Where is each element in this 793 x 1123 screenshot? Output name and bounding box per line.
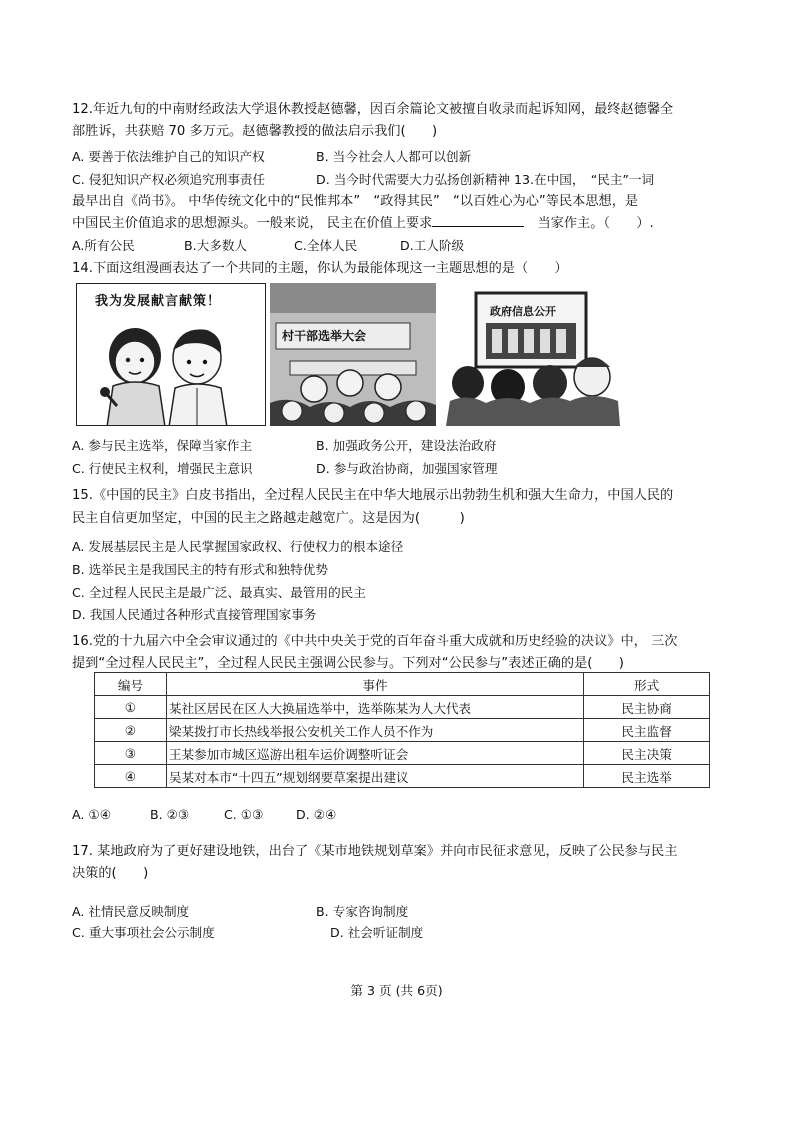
q17-option-c: C. 重大事项社会公示制度: [72, 925, 215, 940]
row-form: 民主选举: [584, 765, 710, 788]
comic3-board-title: 政府信息公开: [490, 305, 556, 318]
q16-option-c: C. ①③: [224, 807, 264, 822]
q17-option-d: D. 社会听证制度: [330, 925, 424, 940]
row-number: ④: [95, 765, 167, 788]
row-event: 吴某对本市“十四五”规划纲要草案提出建议: [166, 765, 583, 788]
row-number: ①: [95, 696, 167, 719]
q13-line2: 最早出自《尚书》。 中华传统文化中的“民惟邦本” “政得其民” “以百姓心为心”等民本思想，是: [72, 194, 639, 209]
q13-line3-pre: 中国民主价值追求的思想源头。一般来说， 民主在价值上要求: [72, 216, 433, 231]
q17-line2: 决策的( ): [72, 866, 149, 881]
row-form: 民主监督: [584, 719, 710, 742]
comic2-drawing: [270, 283, 436, 426]
q16-option-a: A. ①④: [72, 807, 111, 822]
q15-option-a: A. 发展基层民主是人民掌握国家政权、行使权力的根本途径: [72, 539, 404, 554]
q16-line1: 16.党的十九届六中全会审议通过的《中共中央关于党的百年奋斗重大成就和历史经验的决议》中， 三次: [72, 634, 678, 649]
q14-option-a: A. 参与民主选举，保障当家作主: [72, 438, 253, 453]
comic-panel-open-info: [446, 283, 620, 426]
q16-event-table: [94, 672, 710, 788]
q13-option-c: C.全体人民: [294, 238, 358, 253]
comic2-banner: 村干部选举大会: [282, 329, 367, 343]
row-number: ②: [95, 719, 167, 742]
comic1-drawing: [77, 284, 266, 426]
q12-option-c: C. 侵犯知识产权必须追究刑事责任: [72, 172, 266, 187]
q17-option-b: B. 专家咨询制度: [316, 904, 409, 919]
q13-option-d: D.工人阶级: [400, 238, 465, 253]
q15-option-b: B. 选举民主是我国民主的特有形式和独特优势: [72, 562, 328, 577]
q12-line2: 部胜诉，共获赔 70 多万元。赵德馨教授的做法启示我们( ): [72, 124, 438, 139]
q14-option-d: D. 参与政治协商，加强国家管理: [316, 461, 498, 476]
comic-panel-suggestions: [76, 283, 266, 426]
q15-line1: 15.《中国的民主》白皮书指出，全过程人民民主在中华大地展示出勃勃生机和强大生命力，中国人民的: [72, 488, 674, 503]
q13-line3: [72, 214, 654, 233]
table-row: [95, 742, 710, 765]
table-header-row: [95, 673, 710, 696]
q15-option-d: D. 我国人民通过各种形式直接管理国家事务: [72, 607, 317, 622]
page-number-footer: 第 3 页 (共 6页): [350, 983, 443, 998]
q12-option-d-q13-start: D. 当今时代需要大力弘扬创新精神 13.在中国， “民主”一词: [316, 172, 655, 187]
comic-strip: [76, 283, 620, 426]
table-row: [95, 765, 710, 788]
q16-line2: 提到“全过程人民民主”，全过程人民民主强调公民参与。下列对“公民参与”表述正确的是( ): [72, 656, 624, 671]
row-event: 梁某拨打市长热线举报公安机关工作人员不作为: [166, 719, 583, 742]
table-header-event: 事件: [166, 673, 583, 696]
table-header-form: 形式: [584, 673, 710, 696]
q14-option-b: B. 加强政务公开，建设法治政府: [316, 438, 497, 453]
q17-option-a: A. 社情民意反映制度: [72, 904, 190, 919]
q13-option-b: B.大多数人: [184, 238, 248, 253]
q16-option-d: D. ②④: [296, 807, 337, 822]
comic1-caption: 我为发展献言献策！: [95, 294, 222, 309]
row-form: 民主决策: [584, 742, 710, 765]
row-event: 王某参加市城区巡游出租车运价调整听证会: [166, 742, 583, 765]
q14-stem: 14.下面这组漫画表达了一个共同的主题，你认为最能体现这一主题思想的是（ ）: [72, 261, 568, 276]
row-form: 民主协商: [584, 696, 710, 719]
q16-option-b: B. ②③: [150, 807, 190, 822]
q12-option-b: B. 当今社会人人都可以创新: [316, 149, 472, 164]
comic-panel-election: [270, 283, 436, 426]
q13-line3-post: 当家作主。（ ）.: [537, 216, 654, 231]
row-event: 某社区居民在区人大换届选举中，选举陈某为人大代表: [166, 696, 583, 719]
row-number: ③: [95, 742, 167, 765]
table-row: [95, 719, 710, 742]
answer-blank: [432, 214, 524, 227]
q15-line2: 民主自信更加坚定，中国的民主之路越走越宽广。这是因为( ): [72, 511, 465, 526]
q14-option-c: C. 行使民主权利，增强民主意识: [72, 461, 253, 476]
table-header-number: 编号: [95, 673, 167, 696]
q12-line1: 12.年近九旬的中南财经政法大学退休教授赵德馨，因百余篇论文被擅自收录而起诉知网，最终赵德馨全: [72, 102, 674, 117]
q12-option-a: A. 要善于依法维护自己的知识产权: [72, 149, 265, 164]
q15-option-c: C. 全过程人民民主是最广泛、最真实、最管用的民主: [72, 585, 366, 600]
q17-line1: 17. 某地政府为了更好建设地铁，出台了《某市地铁规划草案》并向市民征求意见，反映了公民参与民主: [72, 844, 678, 859]
q13-option-a: A.所有公民: [72, 238, 135, 253]
table-row: [95, 696, 710, 719]
